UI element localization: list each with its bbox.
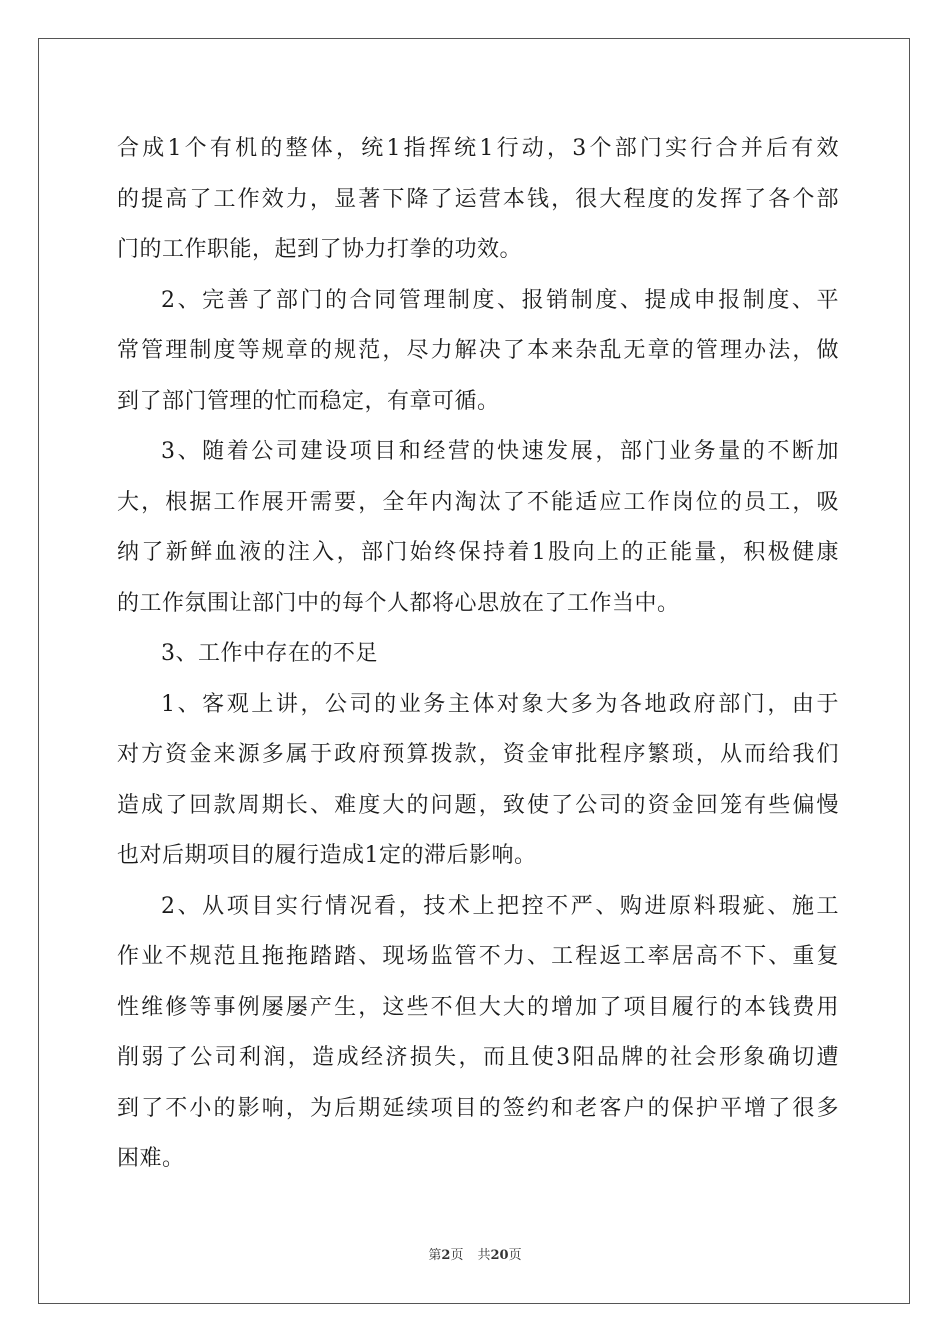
footer-total-prefix: 共 [477, 1248, 491, 1263]
text-line: 大，根据工作展开需要，全年内淘汰了不能适应工作岗位的员工，吸 [117, 489, 839, 515]
text-line: 3、随着公司建设项目和经营的快速发展，部门业务量的不断加 [161, 439, 839, 464]
footer-total-pages: 20 [490, 1248, 509, 1263]
text-line: 2、从项目实行情况看，技术上把控不严、购进原料瑕疵、施工 [161, 893, 839, 919]
text-line: 合成1个有机的整体，统1指挥统1行动，3个部门实行合并后有效 [117, 136, 839, 161]
footer-total-suffix: 页 [508, 1248, 522, 1263]
text-line: 也对后期项目的履行造成1定的滞后影响。 [117, 843, 537, 868]
section-heading: 3、工作中存在的不足 [161, 641, 378, 666]
text-line: 作业不规范且拖拖踏踏、现场监管不力、工程返工率居高不下、重复 [117, 944, 839, 969]
text-line: 性维修等事例屡屡产生，这些不但大大的增加了项目履行的本钱费用 [117, 994, 839, 1020]
text-line: 削弱了公司利润，造成经济损失，而且使3阳品牌的社会形象确切遭 [117, 1045, 839, 1070]
text-line: 的提高了工作效力，显著下降了运营本钱，很大程度的发挥了各个部 [117, 186, 839, 212]
text-line: 对方资金来源多属于政府预算拨款，资金审批程序繁琐，从而给我们 [117, 742, 839, 767]
text-line: 的工作氛围让部门中的每个人都将心思放在了工作当中。 [117, 590, 680, 616]
text-line: 常管理制度等规章的规范，尽力解决了本来杂乱无章的管理办法，做 [117, 338, 839, 363]
text-line: 2、完善了部门的合同管理制度、报销制度、提成申报制度、平 [161, 287, 839, 313]
text-line: 纳了新鲜血液的注入，部门始终保持着1股向上的正能量，积极健康 [117, 540, 839, 565]
text-line: 到了不小的影响，为后期延续项目的签约和老客户的保护平增了很多 [117, 1095, 839, 1121]
text-line: 造成了回款周期长、难度大的问题，致使了公司的资金回笼有些偏慢 [117, 792, 839, 818]
footer-page-number: 2 [441, 1248, 451, 1263]
text-line: 门的工作职能，起到了协力打拳的功效。 [117, 237, 523, 262]
text-line: 1、客观上讲，公司的业务主体对象大多为各地政府部门，由于 [161, 691, 839, 717]
footer-page-prefix: 第 [428, 1248, 442, 1263]
text-line: 困难。 [117, 1146, 185, 1171]
footer-page-suffix: 页 [450, 1248, 464, 1263]
text-line: 到了部门管理的忙而稳定，有章可循。 [117, 388, 500, 414]
page-footer [0, 1244, 950, 1263]
document-body [117, 124, 839, 1185]
